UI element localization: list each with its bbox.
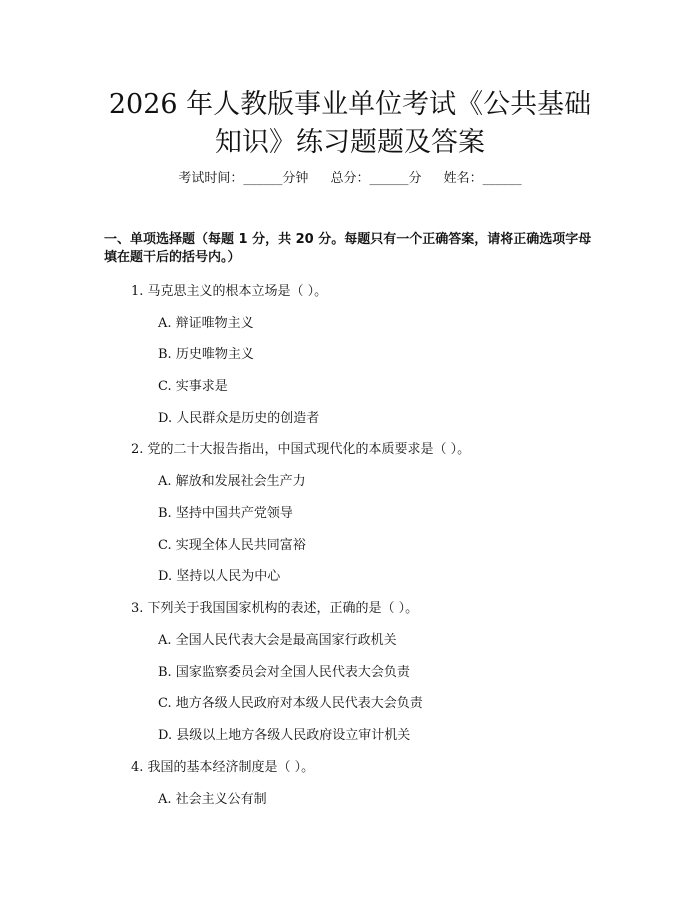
question-option: D. 坚持以人民为中心 (158, 569, 281, 584)
total-score: 总分：______分 (330, 171, 422, 186)
question-stem: 2. 党的二十大报告指出，中国式现代化的本质要求是（ ）。 (131, 442, 471, 457)
section-heading: 一、单项选择题（每题 1 分，共 20 分。每题只有一个正确答案，请将正确选项字母填在题干后的括号内。） (104, 232, 592, 265)
question-option: C. 实事求是 (158, 379, 228, 394)
document-title: 2026 年人教版事业单位考试《公共基础知识》练习题题及答案 (108, 89, 592, 158)
question-option: B. 坚持中国共产党领导 (158, 506, 293, 521)
question-option: A. 全国人民代表大会是最高国家行政机关 (158, 633, 397, 648)
question-option: D. 县级以上地方各级人民政府设立审计机关 (158, 728, 411, 743)
question-option: C. 实现全体人民共同富裕 (158, 538, 306, 553)
question-option: B. 国家监察委员会对全国人民代表大会负责 (158, 665, 410, 680)
question-stem: 3. 下列关于我国国家机构的表述，正确的是（ ）。 (131, 601, 419, 616)
question-option: C. 地方各级人民政府对本级人民代表大会负责 (158, 696, 423, 711)
exam-time: 考试时间：______分钟 (178, 171, 309, 186)
candidate-name: 姓名：______ (443, 171, 522, 186)
question-stem: 4. 我国的基本经济制度是（ ）。 (131, 760, 315, 775)
question-option: D. 人民群众是历史的创造者 (158, 411, 320, 426)
question-option: B. 历史唯物主义 (158, 347, 254, 362)
question-option: A. 解放和发展社会生产力 (158, 474, 306, 489)
question-option: A. 社会主义公有制 (158, 792, 267, 807)
question-option: A. 辩证唯物主义 (158, 316, 254, 331)
question-stem: 1. 马克思主义的根本立场是（ ）。 (131, 284, 328, 299)
exam-meta (0, 170, 700, 188)
